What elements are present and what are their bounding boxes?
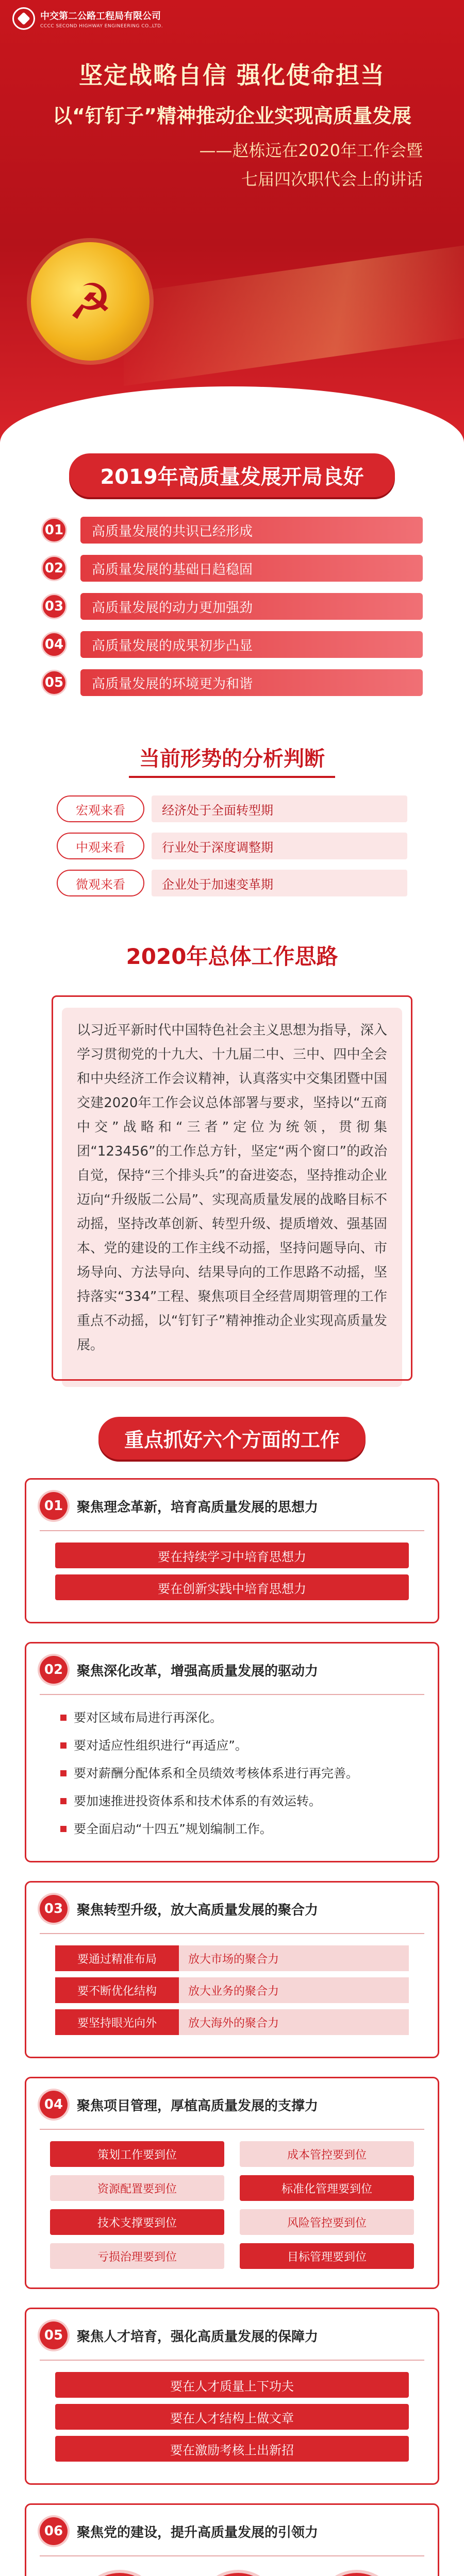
company-logo [12,7,163,30]
task-pair [55,1945,409,1971]
task-number-badge: 06 [40,2517,68,2545]
task-block-header [40,2091,424,2119]
task-grid-cell: 亏损治理要到位 [50,2243,224,2269]
task-grid-cell: 策划工作要到位 [50,2141,224,2167]
task-title: 聚焦党的建设，提升高质量发展的引领力 [77,2524,319,2540]
task-grid [50,2141,414,2269]
task-block-header [40,1895,424,1923]
section-2020-approach [0,917,464,1401]
task-pair-action: 要通过精准布局 [55,1945,179,1971]
achievement-text: 高质量发展的基础日趋稳固 [80,555,423,582]
situation-scope: 中观来看 [57,833,144,859]
section4-title: 重点抓好六个方面的工作 [98,1417,366,1460]
company-name-en: CCCC SECOND HIGHWAY ENGINEERING CO.,LTD. [40,23,163,29]
subtitle-line1: ——赵栋远在2020年工作会暨 [199,141,423,160]
achievement-number-badge: 03 [41,594,67,619]
company-name-cn: 中交第二公路工程局有限公司 [40,10,161,22]
achievement-number-badge: 05 [41,670,67,696]
task-block-header [40,2321,424,2349]
task-number-badge: 02 [40,1656,68,1684]
task-title: 聚焦转型升级，放大高质量发展的聚合力 [77,1902,319,1918]
divider [40,2129,424,2130]
task-number-badge: 05 [40,2321,68,2349]
task-point: 要在激励考核上出新招 [55,2436,409,2462]
hero-header [0,0,464,443]
section2-list [41,795,423,896]
achievement-text: 高质量发展的环境更为和谐 [80,669,423,696]
section3-body-wrap [31,995,433,1381]
task-point: 要在人才质量上下功夫 [55,2372,409,2398]
task-title: 聚焦项目管理，厚植高质量发展的支撑力 [77,2098,319,2114]
achievement-number-badge: 02 [41,555,67,581]
task-bullet: 要对区域布局进行再深化。 [50,1706,414,1729]
section-six-tasks [0,1401,464,2576]
section1-header [41,453,423,497]
task-grid-cell: 标准化管理要到位 [240,2175,414,2201]
task-block-06 [25,2503,439,2576]
task-point: 要在人才结构上做文章 [55,2404,409,2430]
task-block-header [40,2517,424,2545]
achievement-text: 高质量发展的成果初步凸显 [80,631,423,658]
task-block-01 [25,1478,439,1623]
company-logo-icon [12,7,35,30]
achievement-number-badge: 01 [41,517,67,543]
task-block-header [40,1656,424,1684]
task-title: 聚焦深化改革，增强高质量发展的驱动力 [77,1663,319,1679]
task-pair-action: 要不断优化结构 [55,1977,179,2003]
achievement-item [41,669,423,696]
achievement-text: 高质量发展的共识已经形成 [80,517,423,544]
task-grid-cell: 技术支撑要到位 [50,2209,224,2235]
task-circles [40,2568,424,2576]
situation-judgement: 经济处于全面转型期 [152,795,407,822]
task-circle [318,2573,395,2576]
section2-header [41,738,423,778]
divider [40,1694,424,1695]
task-grid-cell: 目标管理要到位 [240,2243,414,2269]
task-number-badge: 01 [40,1492,68,1520]
task-pair-result: 放大海外的聚合力 [179,2009,409,2035]
task-block-05 [25,2308,439,2485]
situation-judgement: 企业处于加速变革期 [152,870,407,896]
achievement-item [41,631,423,658]
task-block-04 [25,2077,439,2289]
party-emblem-icon [31,242,150,361]
task-circle [200,2573,277,2576]
task-title: 聚焦理念革新，培育高质量发展的思想力 [77,1499,319,1515]
section4-header [25,1417,439,1460]
section2-title: 当前形势的分析判断 [129,738,335,778]
main-title-line2: 以“钉钉子”精神推动企业实现高质量发展 [53,105,411,127]
task-grid-cell: 成本管控要到位 [240,2141,414,2167]
divider [40,1530,424,1531]
task-point: 要在创新实践中培育思想力 [55,1574,409,1600]
section-2019-results [0,443,464,723]
divider [40,1933,424,1934]
situation-scope: 宏观来看 [57,795,144,822]
hero-wave-divider [0,386,464,443]
task-bullet: 要对适应性组织进行“再适应”。 [50,1734,414,1757]
task-pair-result: 放大市场的聚合力 [179,1945,409,1971]
section1-list [41,517,423,696]
task-bullet: 要对薪酬分配体系和全员绩效考核体系进行再完善。 [50,1762,414,1785]
situation-item [57,870,407,896]
situation-item [57,795,407,822]
task-block-02 [25,1642,439,1862]
task-pair [55,2009,409,2035]
situation-judgement: 行业处于深度调整期 [152,833,407,859]
divider [40,2360,424,2361]
divider [40,2555,424,2556]
situation-item [57,833,407,859]
task-pair [55,1977,409,2003]
task-bullet: 要全面启动“十四五”规划编制工作。 [50,1818,414,1840]
section-situation-analysis [0,723,464,917]
task-block-header [40,1492,424,1520]
achievement-item [41,517,423,544]
section3-title: 2020年总体工作思路 [126,944,338,969]
task-block-03 [25,1881,439,2058]
section3-header [31,933,433,978]
achievement-number-badge: 04 [41,632,67,657]
task-pair-action: 要坚持眼光向外 [55,2009,179,2035]
situation-scope: 微观来看 [57,870,144,896]
main-title-line1: 坚定战略自信 强化使命担当 [78,61,385,89]
achievement-text: 高质量发展的动力更加强劲 [80,593,423,620]
achievement-item [41,593,423,620]
section1-title: 2019年高质量发展开局良好 [69,453,394,497]
achievement-item [41,555,423,582]
task-pair-result: 放大业务的聚合力 [179,1977,409,2003]
task-grid-cell: 风险管控要到位 [240,2209,414,2235]
task-title: 聚焦人才培育，强化高质量发展的保障力 [77,2329,319,2345]
hero-titles [0,57,464,190]
task-number-badge: 03 [40,1895,68,1923]
task-grid-cell: 资源配置要到位 [50,2175,224,2201]
hero-light-beam [124,243,464,386]
task-number-badge: 04 [40,2091,68,2119]
section3-body: 以习近平新时代中国特色社会主义思想为指导，深入学习贯彻党的十九大、十九届二中、三中、四中全会和中央经济工作会议精神，认真落实中交集团暨中国交建2020年工作会议总体部署与要求，坚持以“五商中交”战略和“三者”定位为统领，贯彻集团“123456”的工作总方针，坚定“两个窗口”的政治自觉，保持“三个排头兵”的奋进姿态，坚持推动企业迈向“升级版二公局”、实现高质量发展的战略目标不动摇，坚持改革创新、转型升级、提质增效、强基固本、党的建设的工作主线不动摇，坚持问题导向、市场导向、方法导向、结果导向的工作思路不动摇，坚持落实“334”工程、聚焦项目全经营周期管理的工作重点不动摇，以“钉钉子”精神推动企业实现高质量发展。 [52,995,412,1381]
task-point: 要在持续学习中培育思想力 [55,1543,409,1568]
task-circle [81,2573,158,2576]
party-emblem-glyph: ☭ [68,273,113,331]
task-bullet: 要加速推进投资体系和技术体系的有效运转。 [50,1790,414,1812]
subtitle-line2: 七届四次职代会上的讲话 [241,170,423,189]
